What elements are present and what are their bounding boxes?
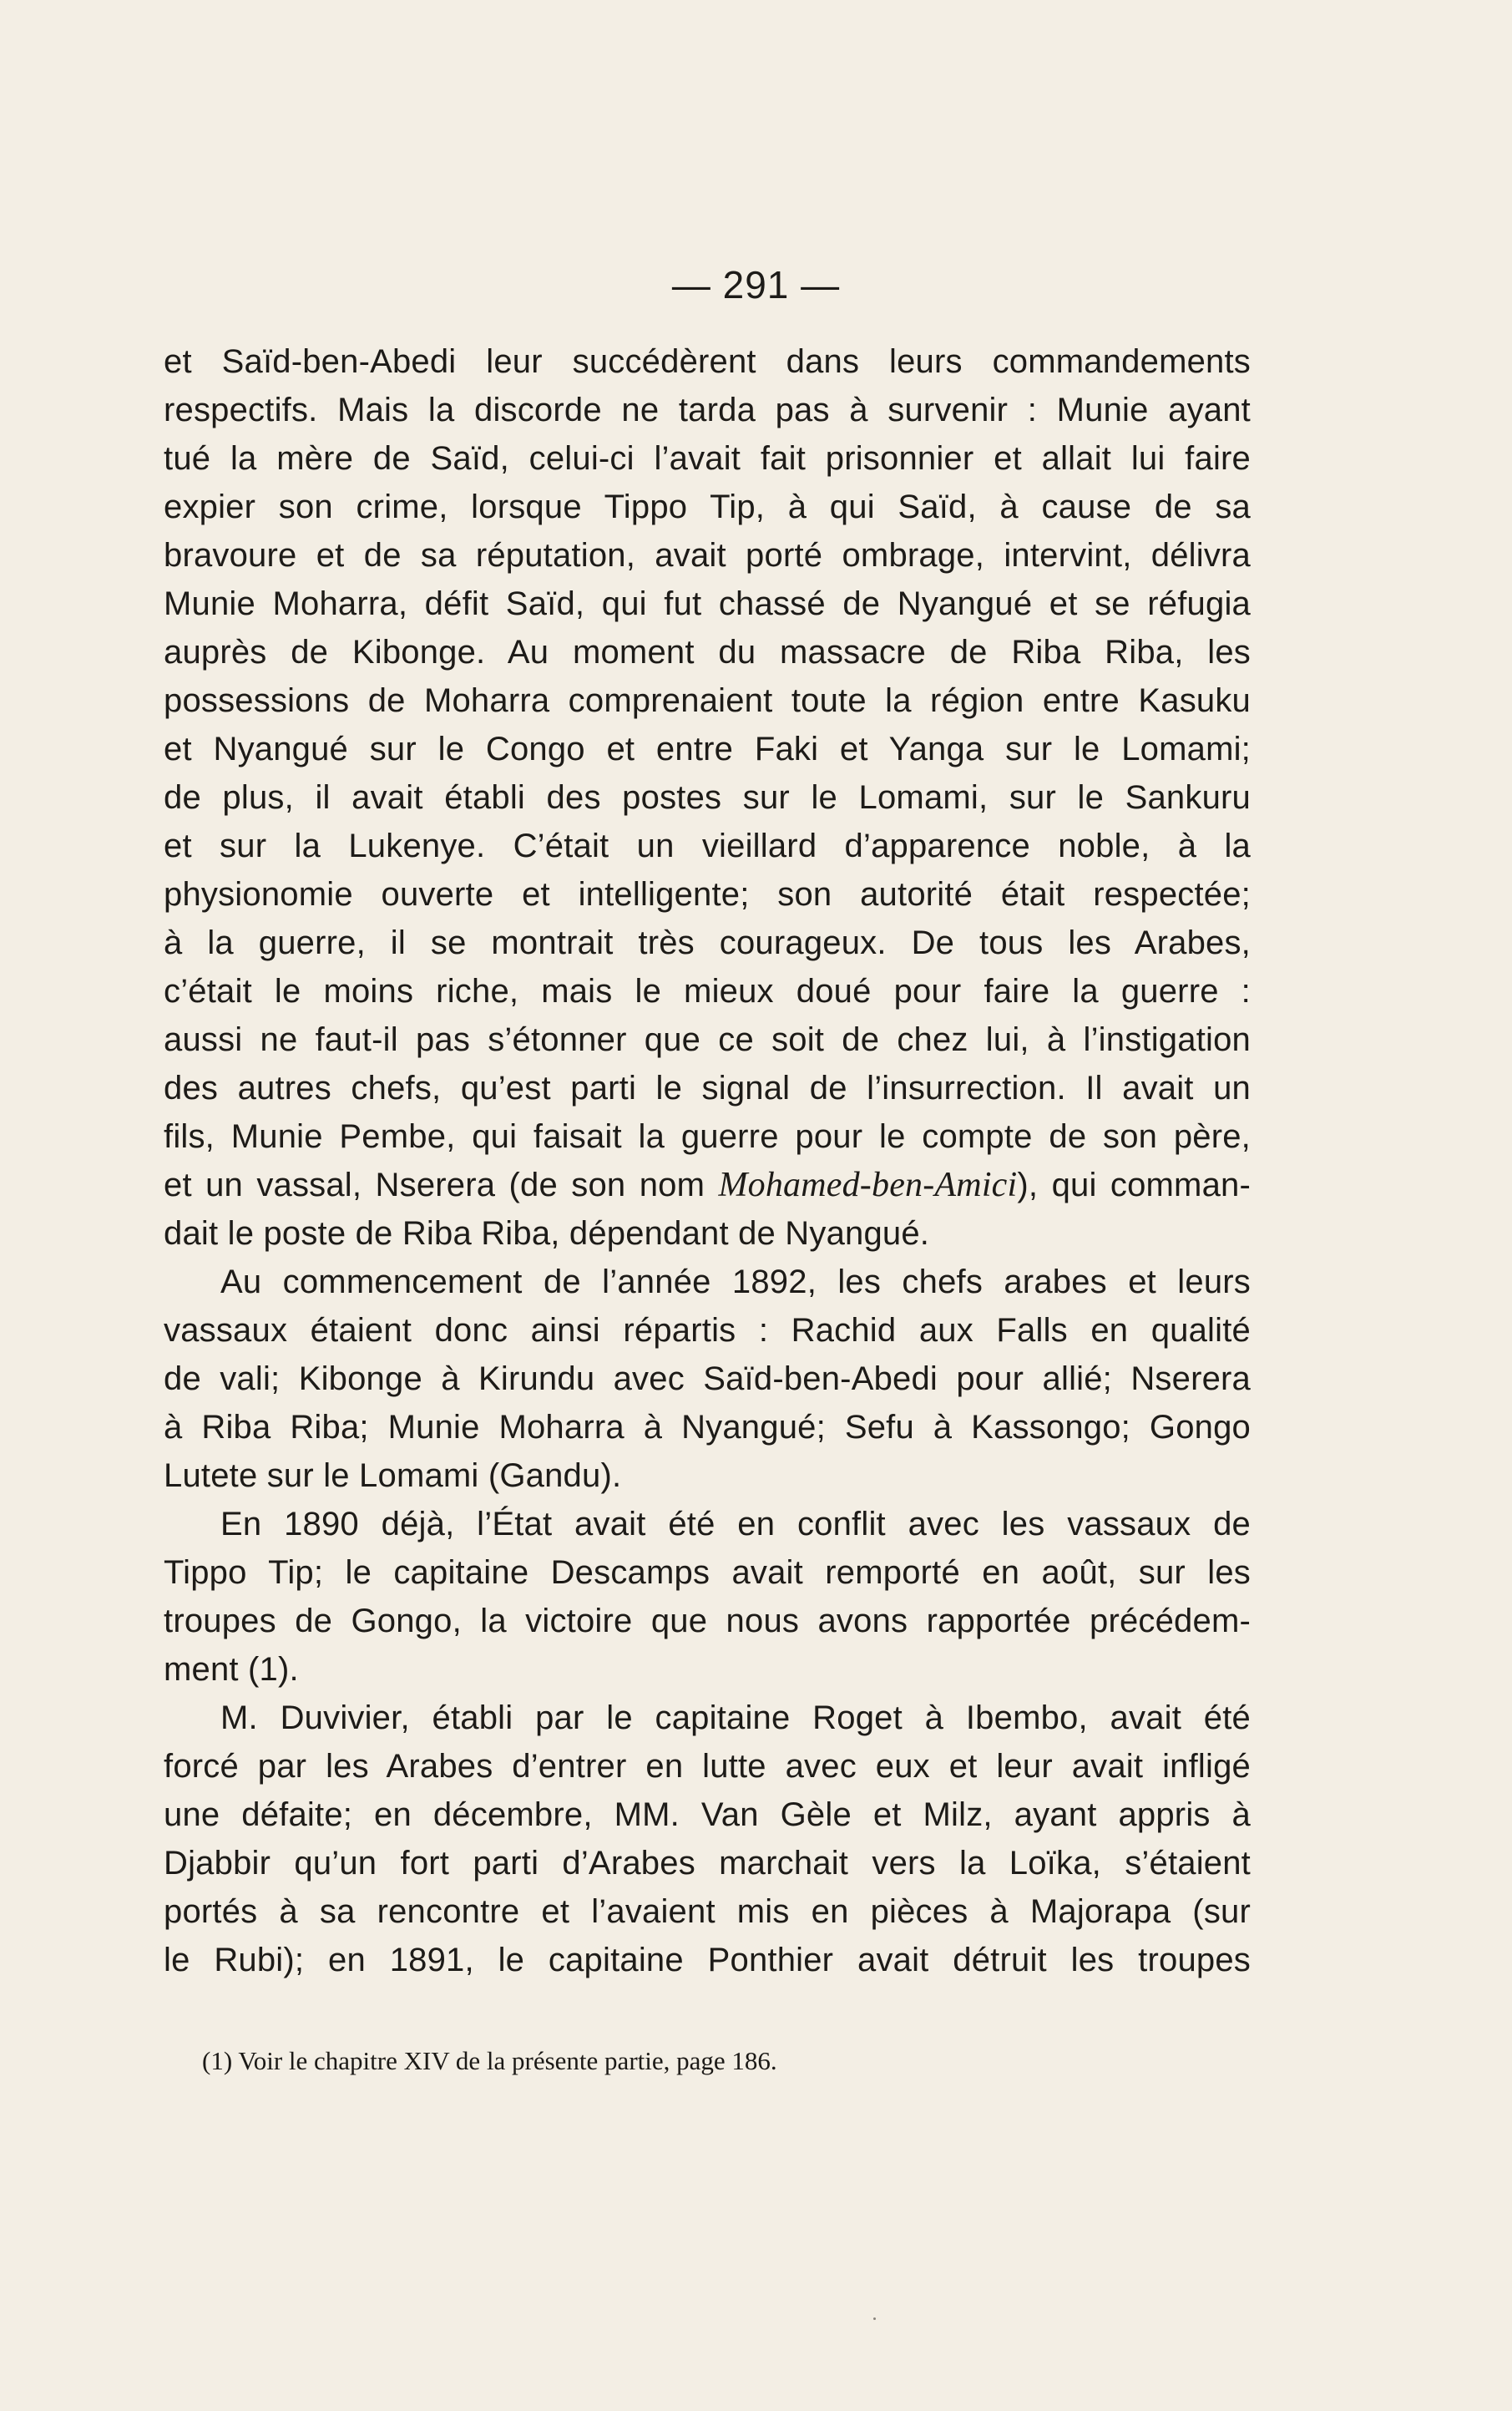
italic-name: Mohamed-ben-Amici	[718, 1166, 1018, 1204]
paragraph-4-line-6: le Rubi); en 1891, le capitaine Ponthier avait détruit les troupes	[164, 1942, 1251, 1978]
paragraph-3-line-2: Tippo Tip; le capitaine Descamps avait remporté en août, sur les	[164, 1554, 1251, 1591]
paragraph-4-line-5: portés à sa rencontre et l’avaient mis en pièces à Majorapa (sur	[164, 1893, 1251, 1930]
text-line-17: fils, Munie Pembe, qui faisait la guerre pour le compte de son père,	[164, 1118, 1251, 1155]
text-line-9: et Nyangué sur le Congo et entre Faki et Yanga sur le Lomami;	[164, 731, 1251, 767]
paragraph-4-line-1: M. Duvivier, établi par le capitaine Roget à Ibembo, avait été	[220, 1699, 1251, 1736]
paragraph-3-line-3: troupes de Gongo, la victoire que nous avons rapportée précédem-	[164, 1603, 1251, 1639]
body-text	[164, 337, 1251, 1984]
paragraph-4-line-2: forcé par les Arabes d’entrer en lutte avec eux et leur avait infligé	[164, 1748, 1251, 1785]
page-number: — 291 —	[671, 263, 841, 306]
paragraph-4-line-3: une défaite; en décembre, MM. Van Gèle et Milz, ayant appris à	[164, 1796, 1251, 1833]
paragraph-2-line-2: vassaux étaient donc ainsi répartis : Rachid aux Falls en qualité	[164, 1312, 1251, 1349]
paragraph-4-line-4: Djabbir qu’un fort parti d’Arabes marchait vers la Loïka, s’étaient	[164, 1845, 1251, 1882]
text-line-19: dait le poste de Riba Riba, dépendant de Nyangué.	[164, 1215, 930, 1252]
paragraph-2-line-4: à Riba Riba; Munie Moharra à Nyangué; Sefu à Kassongo; Gongo	[164, 1409, 1251, 1446]
text-line-5: bravoure et de sa réputation, avait porté ombrage, intervint, délivra	[164, 537, 1251, 574]
text-line-8: possessions de Moharra comprenaient toute la région entre Kasuku	[164, 682, 1251, 719]
text-line-13: à la guerre, il se montrait très courageux. De tous les Arabes,	[164, 924, 1251, 961]
text-line-15: aussi ne faut-il pas s’étonner que ce soit de chez lui, à l’instigation	[164, 1021, 1251, 1058]
text-line-4: expier son crime, lorsque Tippo Tip, à qui Saïd, à cause de sa	[164, 489, 1251, 525]
text-line-7: auprès de Kibonge. Au moment du massacre de Riba Riba, les	[164, 634, 1251, 671]
text-line-2: respectifs. Mais la discorde ne tarda pas à survenir : Munie ayant	[164, 392, 1251, 428]
text-line-18	[164, 1161, 1251, 1209]
text-line-11: et sur la Lukenye. C’était un vieillard d’apparence noble, à la	[164, 828, 1251, 864]
text-line-14: c’était le moins riche, mais le mieux doué pour faire la guerre :	[164, 973, 1251, 1010]
text-line-12: physionomie ouverte et intelligente; son autorité était respectée;	[164, 876, 1251, 913]
paragraph-2-line-5: Lutete sur le Lomami (Gandu).	[164, 1457, 622, 1494]
text-line-1: et Saïd-ben-Abedi leur succédèrent dans leurs commandements	[164, 343, 1251, 380]
text-line-6: Munie Moharra, défit Saïd, qui fut chassé de Nyangué et se réfugia	[164, 585, 1251, 622]
text-line-10: de plus, il avait établi des postes sur le Lomami, sur le Sankuru	[164, 779, 1251, 816]
text-line-3: tué la mère de Saïd, celui-ci l’avait fait prisonnier et allait lui faire	[164, 440, 1251, 477]
paragraph-3-line-1: En 1890 déjà, l’État avait été en conflit avec les vassaux de	[220, 1506, 1251, 1542]
paragraph-2-line-1: Au commencement de l’année 1892, les chefs arabes et leurs	[220, 1264, 1251, 1300]
paragraph-3-line-4: ment (1).	[164, 1651, 299, 1688]
paper-speck	[873, 2317, 876, 2320]
text-line-16: des autres chefs, qu’est parti le signal de l’insurrection. Il avait un	[164, 1070, 1251, 1107]
paragraph-2-line-3: de vali; Kibonge à Kirundu avec Saïd-ben-Abedi pour allié; Nserera	[164, 1360, 1251, 1397]
footnote: (1) Voir le chapitre XIV de la présente partie, page 186.	[202, 2046, 777, 2075]
text-line-18-end: ), qui comman-	[1017, 1167, 1251, 1203]
text-line-18-start: et un vassal, Nserera (de son nom	[164, 1167, 719, 1203]
